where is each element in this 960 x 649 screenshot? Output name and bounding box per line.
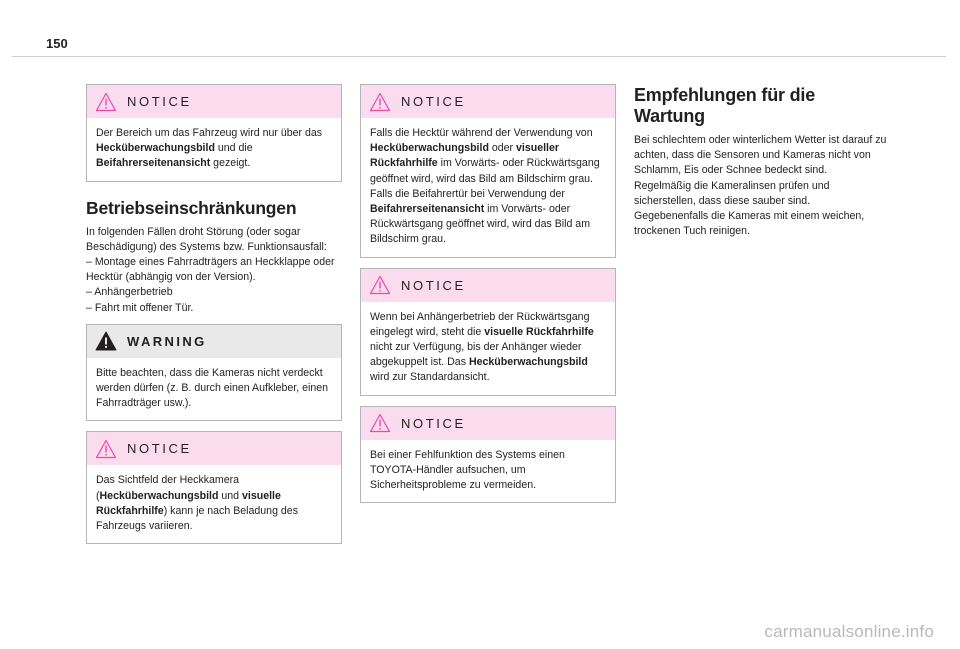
- warning-box-cameras: [86, 324, 342, 422]
- paragraph-line: Gegebenenfalls die Kameras mit einem weichen, trockenen Tuch reinigen.: [634, 210, 865, 238]
- text-run: ) kann je nach Beladung des Fahrzeugs variieren.: [96, 504, 298, 533]
- column-right: [634, 84, 890, 239]
- bold-term: visuelle Rückfahrhilfe: [484, 325, 594, 338]
- notice-text: [87, 118, 341, 181]
- warning-header: [87, 325, 341, 358]
- bold-term: Beifahrerseitenansicht: [370, 203, 485, 216]
- notice-header: [87, 432, 341, 465]
- text-run: und die: [214, 142, 253, 155]
- maintenance-text: [634, 133, 890, 239]
- bold-term: Hecküberwachungsbild: [96, 142, 215, 155]
- warning-label: WARNING: [127, 333, 207, 349]
- column-left: [86, 84, 342, 554]
- watermark: carmanualsonline.info: [764, 622, 934, 641]
- list-item: – Montage eines Fahrradträgers an Heckklappe oder Hecktür (abhängig von der Version).: [86, 256, 335, 284]
- paragraph-line: Regelmäßig die Kameralinsen prüfen und sicherstellen, dass diese sauber sind.: [634, 179, 830, 207]
- text-run: im Vorwärts- oder Rückwärtsgang geöffnet wird, wird das Bild am Bildschirm grau. Falls die Beifahrertür bei Verwendung der: [370, 157, 600, 200]
- text-run: Der Bereich um das Fahrzeug wird nur über das: [96, 127, 323, 139]
- text-run: nicht zur Verfügung, bis der Anhänger wieder abgekuppelt ist. Das: [370, 341, 582, 369]
- warning-text: Bitte beachten, dass die Kameras nicht verdeckt werden dürfen (z. B. durch einen Aufkleber, einen Fahrradträger usw.).: [96, 366, 329, 410]
- warning-triangle-icon: [95, 331, 117, 351]
- notice-box-camera-area: [86, 84, 342, 182]
- notice-triangle-icon: [95, 439, 117, 459]
- notice-header: [87, 85, 341, 118]
- notice-text: Bei einer Fehlfunktion des Systems einen TOYOTA-Händler aufsuchen, um Sicherheitsprobleme zu vermeiden.: [370, 448, 565, 492]
- notice-box-tailgate-open: [360, 84, 616, 258]
- notice-header: [361, 85, 615, 118]
- notice-label: NOTICE: [401, 415, 466, 431]
- notice-label: NOTICE: [401, 94, 466, 109]
- text-run: wird zur Standardansicht.: [370, 371, 490, 384]
- list-item: – Fahrt mit offener Tür.: [86, 301, 194, 314]
- list-item: – Anhängerbetrieb: [86, 286, 173, 299]
- notice-triangle-icon: [95, 92, 117, 112]
- notice-box-malfunction: [360, 406, 616, 504]
- notice-label: NOTICE: [127, 441, 192, 457]
- notice-text: [361, 118, 615, 257]
- notice-header: [361, 407, 615, 440]
- text-run: Falls die Hecktür während der Verwendung von: [370, 127, 593, 139]
- notice-text: [361, 302, 615, 395]
- paragraph-line: In folgenden Fällen droht Störung (oder sogar Beschädigung) des Systems bzw. Funktionsausfall:: [86, 225, 327, 253]
- bold-term: visueller Rückfahrhilfe: [370, 142, 560, 170]
- notice-triangle-icon: [369, 275, 391, 295]
- bold-term: Beifahrerseitenansicht: [96, 157, 211, 170]
- restrictions-text: [86, 225, 342, 316]
- text-run: und: [218, 489, 243, 502]
- notice-triangle-icon: [369, 413, 391, 433]
- text-run: oder: [488, 142, 517, 155]
- notice-triangle-icon: [369, 92, 391, 112]
- text-run: im Vorwärts- oder Rückwärtsgang geöffnet wird, wird das Bild am Bildschirm grau.: [370, 203, 591, 246]
- notice-box-trailer: [360, 268, 616, 396]
- notice-header: [361, 269, 615, 302]
- paragraph-line: Bei schlechtem oder winterlichem Wetter ist darauf zu achten, dass die Sensoren und Kameras nicht von Schlamm, Eis oder Schnee bedeckt sind.: [634, 134, 887, 177]
- page-number: 150: [46, 36, 68, 51]
- notice-box-field-of-view: [86, 431, 342, 544]
- bold-term: Hecküberwachungsbild: [370, 142, 489, 155]
- top-divider: [12, 56, 946, 57]
- bold-term: visuelle Rückfahrhilfe: [96, 489, 281, 517]
- column-middle: [360, 84, 616, 513]
- section-title-restrictions: Betriebseinschränkungen: [86, 197, 297, 218]
- notice-text: [87, 465, 341, 543]
- notice-label: NOTICE: [127, 94, 192, 109]
- text-run: gezeigt.: [210, 157, 251, 170]
- section-title-maintenance: Empfehlungen für die Wartung: [634, 85, 816, 126]
- text-run: Wenn bei Anhängerbetrieb der Rückwärtsgang eingelegt wird, steht die: [370, 310, 590, 338]
- notice-label: NOTICE: [401, 277, 466, 293]
- bold-term: Hecküberwachungsbild: [99, 489, 219, 502]
- text-run: Das Sichtfeld der Heckkamera (: [96, 474, 240, 502]
- bold-term: Hecküberwachungsbild: [468, 356, 588, 369]
